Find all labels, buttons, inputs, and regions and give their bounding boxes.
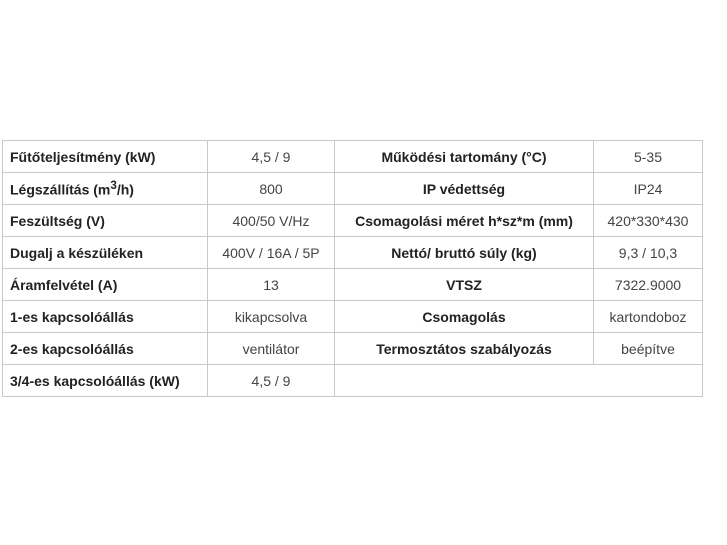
table-row bbox=[3, 269, 703, 301]
spec-label: Csomagolás bbox=[335, 301, 594, 333]
spec-value: 800 bbox=[208, 173, 335, 205]
spec-value: 13 bbox=[208, 269, 335, 301]
spec-label: VTSZ bbox=[335, 269, 594, 301]
spec-label: 3/4-es kapcsolóállás (kW) bbox=[3, 365, 208, 397]
table-row bbox=[3, 205, 703, 237]
spec-value: 5-35 bbox=[594, 141, 703, 173]
table-row bbox=[3, 173, 703, 205]
table-row bbox=[3, 333, 703, 365]
spec-label: Működési tartomány (°C) bbox=[335, 141, 594, 173]
table-row bbox=[3, 365, 703, 397]
superscript: 3 bbox=[110, 179, 117, 193]
spec-label: Feszültség (V) bbox=[3, 205, 208, 237]
spec-value: kikapcsolva bbox=[208, 301, 335, 333]
spec-label: Csomagolási méret h*sz*m (mm) bbox=[335, 205, 594, 237]
spec-value: 9,3 / 10,3 bbox=[594, 237, 703, 269]
spec-table bbox=[2, 140, 703, 397]
table-row bbox=[3, 237, 703, 269]
spec-value: kartondoboz bbox=[594, 301, 703, 333]
spec-value: 4,5 / 9 bbox=[208, 365, 335, 397]
empty-cell bbox=[335, 365, 703, 397]
spec-value: 400V / 16A / 5P bbox=[208, 237, 335, 269]
spec-label: Dugalj a készüléken bbox=[3, 237, 208, 269]
spec-label bbox=[3, 173, 208, 205]
spec-value: IP24 bbox=[594, 173, 703, 205]
spec-label: Áramfelvétel (A) bbox=[3, 269, 208, 301]
spec-label: Nettó/ bruttó súly (kg) bbox=[335, 237, 594, 269]
table-row bbox=[3, 301, 703, 333]
spec-value: 400/50 V/Hz bbox=[208, 205, 335, 237]
spec-value: 7322.9000 bbox=[594, 269, 703, 301]
spec-label-text: Légszállítás (m bbox=[10, 181, 111, 198]
spec-label: IP védettség bbox=[335, 173, 594, 205]
spec-value: beépítve bbox=[594, 333, 703, 365]
spec-value: 4,5 / 9 bbox=[208, 141, 335, 173]
spec-label: Fűtőteljesítmény (kW) bbox=[3, 141, 208, 173]
table-row bbox=[3, 141, 703, 173]
spec-value: ventilátor bbox=[208, 333, 335, 365]
spec-label-text: /h) bbox=[116, 181, 134, 198]
spec-label: 2-es kapcsolóállás bbox=[3, 333, 208, 365]
spec-label: Termosztátos szabályozás bbox=[335, 333, 594, 365]
spec-value: 420*330*430 bbox=[594, 205, 703, 237]
spec-label: 1-es kapcsolóállás bbox=[3, 301, 208, 333]
